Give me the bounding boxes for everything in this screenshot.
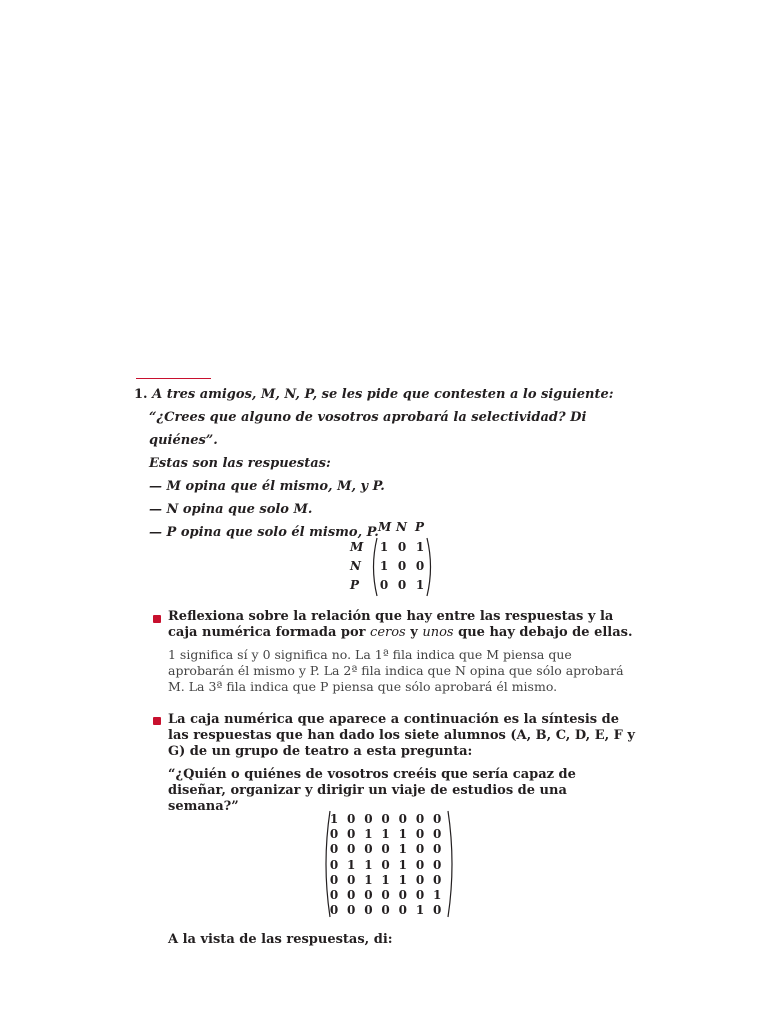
matrix-cell: 0 — [415, 827, 425, 842]
matrix-cell: 0 — [364, 842, 373, 857]
matrix-cell: 1 — [398, 827, 407, 842]
matrix-cell: 0 — [329, 842, 339, 857]
matrix-cell: 0 — [415, 842, 425, 857]
matrix-cell: 0 — [364, 903, 373, 918]
matrix-cell: 0 — [347, 812, 356, 826]
task1-prompt-unos: unos — [422, 625, 454, 640]
matrix-cell: 0 — [433, 842, 442, 857]
answer-p: — P opina que solo él mismo, P. — [149, 525, 379, 540]
matrix-cell: 0 — [379, 578, 389, 592]
matrix-cell: 0 — [381, 903, 390, 918]
task2-question: “¿Quién o quiénes de vosotros creéis que sería capaz de diseñar, organizar y dirigir un viaje de estudios de una semana?” — [168, 767, 576, 814]
matrix-cell: 1 — [415, 540, 425, 554]
matrix-cell: 0 — [433, 857, 442, 872]
matrix-cell: 0 — [329, 872, 339, 887]
row-label-n: N — [350, 559, 361, 573]
matrix-cell: 0 — [364, 812, 373, 826]
matrix-cell: 0 — [433, 827, 442, 842]
matrix-cell: 0 — [347, 888, 356, 902]
matrix-cell: 0 — [347, 872, 356, 887]
matrix-cell: 0 — [347, 827, 356, 842]
matrix-cell: 0 — [329, 903, 339, 918]
matrix-cell: 0 — [398, 903, 407, 918]
small-matrix — [346, 520, 446, 598]
matrix-cell: 1 — [398, 872, 407, 887]
exercise-number: 1. — [134, 387, 148, 402]
matrix-cell: 0 — [381, 888, 390, 902]
bullet-icon — [153, 615, 161, 623]
matrix-cell: 0 — [398, 812, 407, 826]
matrix-cell: 0 — [415, 812, 425, 826]
matrix-cell: 0 — [329, 888, 339, 902]
answer-m: — M opina que él mismo, M, y P. — [149, 479, 385, 494]
row-label-m: M — [350, 540, 364, 554]
matrix-cell: 0 — [433, 812, 442, 826]
matrix-cell: 1 — [415, 903, 425, 918]
matrix-cell: 0 — [364, 888, 373, 902]
matrix-cell: 0 — [433, 872, 442, 887]
exercise-intro: A tres amigos, M, N, P, se les pide que contesten a lo siguiente: — [152, 387, 614, 402]
matrix-cell: 1 — [398, 842, 407, 857]
row-label-p: P — [350, 578, 360, 592]
matrix-cell: 1 — [379, 540, 389, 554]
task1-prompt-ceros: ceros — [370, 625, 406, 640]
bullet-icon — [153, 717, 161, 725]
matrix-cell: 1 — [381, 872, 390, 887]
task1-prompt — [168, 609, 636, 641]
matrix-cell: 0 — [397, 559, 407, 573]
matrix-cell: 1 — [415, 578, 425, 592]
matrix-cell: 1 — [398, 857, 407, 872]
task1-prompt-a: Reflexiona sobre la relación que hay entre las respuestas y la caja numérica formada por — [168, 609, 614, 640]
matrix-cell: 0 — [381, 812, 390, 826]
task2-followup: A la vista de las respuestas, di: — [168, 932, 393, 947]
task2-prompt: La caja numérica que aparece a continuación es la síntesis de las respuestas que han dado los siete alumnos (A, B, C, D, E, F y G) de un grupo de teatro a esta pregunta: — [168, 712, 635, 759]
matrix-cell: 0 — [381, 857, 390, 872]
matrix-cell: 0 — [347, 842, 356, 857]
section-rule — [136, 378, 211, 379]
matrix-cell: 0 — [415, 559, 425, 573]
answer-n: — N opina que solo M. — [149, 502, 313, 517]
matrix-cell: 1 — [364, 872, 373, 887]
matrix-cell: 0 — [433, 903, 442, 918]
matrix-cell: 1 — [329, 812, 339, 826]
matrix-cell: 1 — [379, 559, 389, 573]
matrix-cell: 0 — [415, 888, 425, 902]
matrix-cell: 0 — [381, 842, 390, 857]
exercise-intro-line — [134, 383, 634, 406]
matrix-cell: 1 — [364, 827, 373, 842]
exercise-question: “¿Crees que alguno de vosotros aprobará la selectividad? Di quiénes”. — [149, 410, 587, 448]
matrix-cell: 0 — [415, 857, 425, 872]
col-label-m: M — [378, 520, 392, 534]
matrix-cell: 0 — [329, 827, 339, 842]
task1-prompt-b: que hay debajo de ellas. — [453, 625, 633, 640]
matrix-cell: 0 — [329, 857, 339, 872]
task1-answer: 1 significa sí y 0 significa no. La 1ª fila indica que M piensa que aprobarán él mismo y P. La 2ª fila indica que N opina que sólo aprobará M. La 3ª fila indica que P piensa que sólo aprobará él mismo. — [168, 647, 624, 694]
matrix-cell: 1 — [433, 888, 442, 902]
task1-prompt-y: y — [405, 625, 423, 640]
matrix-cell: 0 — [398, 888, 407, 902]
matrix-cell: 0 — [397, 540, 407, 554]
col-label-p: P — [415, 520, 425, 534]
matrix-cell: 1 — [381, 827, 390, 842]
big-matrix — [322, 810, 456, 918]
matrix-cell: 1 — [364, 857, 373, 872]
answers-intro: Estas son las respuestas: — [149, 456, 331, 471]
col-label-n: N — [396, 520, 407, 534]
matrix-cell: 0 — [347, 903, 356, 918]
matrix-cell: 0 — [415, 872, 425, 887]
matrix-cell: 0 — [397, 578, 407, 592]
matrix-cell: 1 — [347, 857, 356, 872]
